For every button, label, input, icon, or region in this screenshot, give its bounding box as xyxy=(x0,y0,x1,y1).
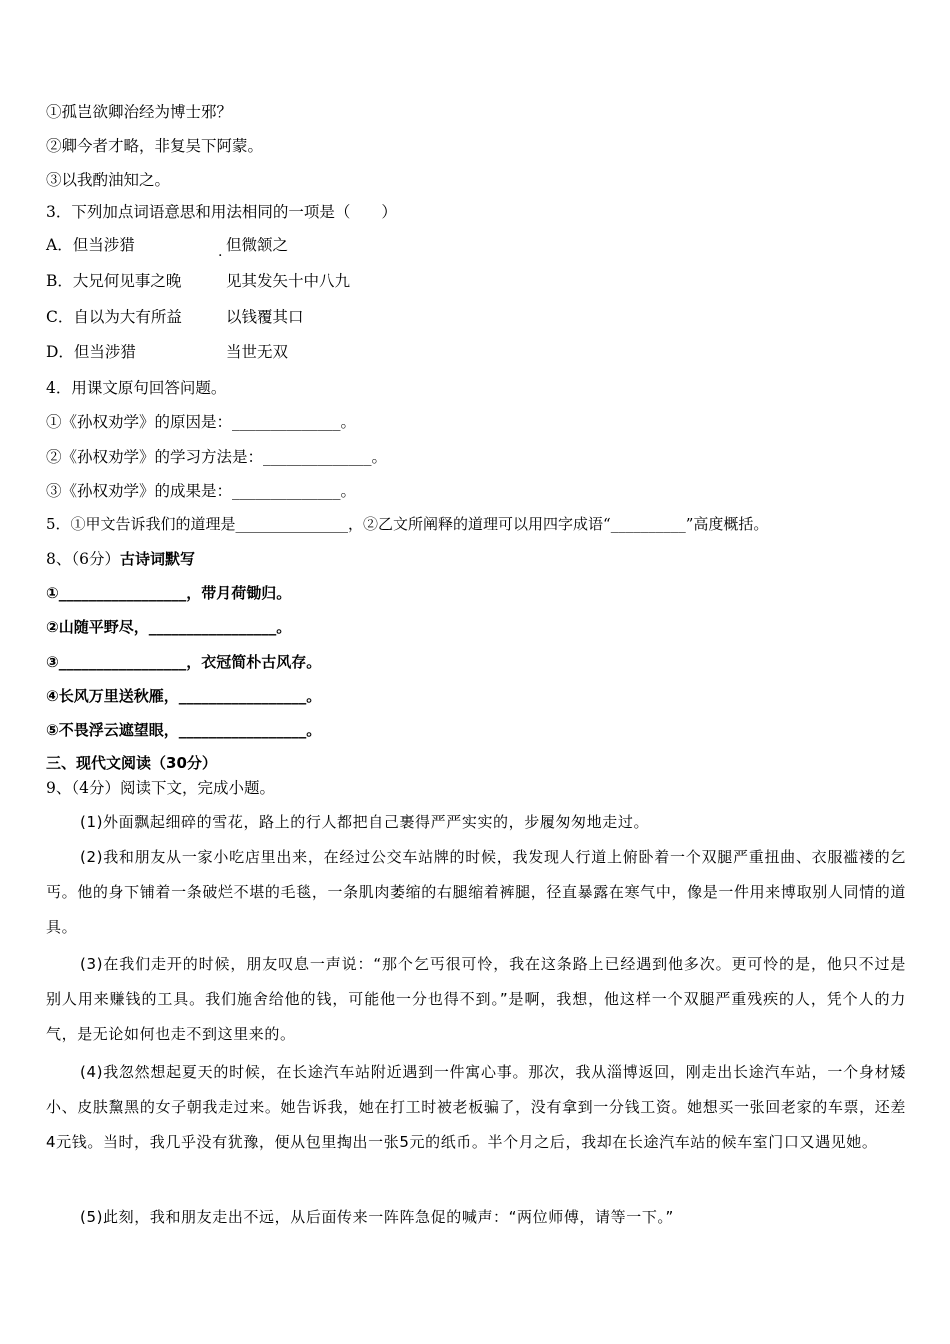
question-4-item-2: ②《孙权劝学》的学习方法是：______________。 xyxy=(46,448,388,466)
quote-line-2: ②卿今者才略，非复吴下阿蒙。 xyxy=(46,137,264,155)
section-8-title xyxy=(46,548,195,570)
option-b-left: B．大兄何见事之晚 xyxy=(46,272,182,290)
quote-line-3: ③以我酌油知之。 xyxy=(46,171,171,189)
question-3: 3．下列加点词语意思和用法相同的一项是（ ） xyxy=(46,203,397,221)
question-4-item-1: ①《孙权劝学》的原因是：______________。 xyxy=(46,413,357,431)
question-4: 4．用课文原句回答问题。 xyxy=(46,379,227,397)
passage-paragraph-1-text: (1)外面飘起细碎的雪花，路上的行人都把自己裹得严严实实的，步履匆匆地走过。 xyxy=(80,813,650,831)
passage-paragraph-5 xyxy=(46,1200,906,1235)
option-b xyxy=(46,270,546,294)
question-5: 5．①甲文告诉我们的道理是_______________，②乙文所阐释的道理可以用四字成语“__________”高度概括。 xyxy=(46,515,769,533)
poem-item-4: ④长风万里送秋雁，_________________。 xyxy=(46,687,322,705)
option-c xyxy=(46,306,546,330)
section-3-heading: 三、现代文阅读（30分） xyxy=(46,754,217,772)
passage-paragraph-5-text: (5)此刻，我和朋友走出不远，从后面传来一阵阵急促的喊声：“两位师傅，请等一下。” xyxy=(80,1208,674,1226)
passage-paragraph-1 xyxy=(46,805,906,840)
option-d-left: D．但当涉猎 xyxy=(46,343,136,361)
passage-paragraph-2 xyxy=(46,840,906,945)
passage-paragraph-4-text: (4)我忽然想起夏天的时候，在长途汽车站附近遇到一件寓心事。那次，我从淄博返回，刚走出长途汽车站，一个身材矮小、皮肤黧黑的女子朝我走过来。她告诉我，她在打工时被老板骗了，没有拿到一分钱工资。她想买一张回老家的车票，还差4元钱。当时，我几乎没有犹豫，便从包里掏出一张5元的纸币。半个月之后，我却在长途汽车站的候车室门口又遇见她。 xyxy=(46,1063,906,1151)
poem-item-5: ⑤不畏浮云遮望眼，_________________。 xyxy=(46,721,322,739)
section-8-heading: 古诗词默写 xyxy=(119,550,195,568)
passage-paragraph-3-text: (3)在我们走开的时候，朋友叹息一声说：“那个乞丐很可怜，我在这条路上已经遇到他多次。更可怜的是，他只不过是别人用来赚钱的工具。我们施舍给他的钱，可能他一分也得不到。”是啊，我想，他这样一个双腿严重残疾的人，凭个人的力气，是无论如何也走不到这里来的。 xyxy=(46,955,906,1043)
poem-item-2: ②山随平野尽，_________________。 xyxy=(46,618,292,636)
poem-item-3: ③_________________，衣冠简朴古风存。 xyxy=(46,653,322,671)
question-4-item-3: ③《孙权劝学》的成果是：______________。 xyxy=(46,482,357,500)
option-c-right: 以钱覆其口 xyxy=(226,308,304,326)
passage-paragraph-3 xyxy=(46,947,906,1052)
passage-paragraph-4 xyxy=(46,1055,906,1160)
option-d-right: 当世无双 xyxy=(226,343,289,361)
question-9: 9、（4分）阅读下文，完成小题。 xyxy=(46,779,275,797)
option-b-right: 见其发矢十中八九 xyxy=(226,272,351,290)
option-a xyxy=(46,234,546,258)
passage-paragraph-2-text: (2)我和朋友从一家小吃店里出来，在经过公交车站牌的时候，我发现人行道上俯卧着一个双腿严重扭曲、衣服褴褛的乞丐。他的身下铺着一条破烂不堪的毛毯，一条肌肉萎缩的右腿缩着裤腿，径直暴露在寒气中，像是一件用来博取别人同情的道具。 xyxy=(46,848,906,936)
option-c-left: C．自以为大有所益 xyxy=(46,308,182,326)
section-8-prefix: 8、（6分） xyxy=(46,550,120,568)
poem-item-1: ①_________________，带月荷锄归。 xyxy=(46,584,292,602)
option-a-right: 但微颔之 xyxy=(226,236,289,254)
option-a-left: A．但当涉猎 xyxy=(46,236,135,254)
option-d xyxy=(46,341,546,365)
quote-line-1: ①孤岂欲卿治经为博士邪？ xyxy=(46,103,233,121)
emphasis-dot: . xyxy=(218,244,223,260)
